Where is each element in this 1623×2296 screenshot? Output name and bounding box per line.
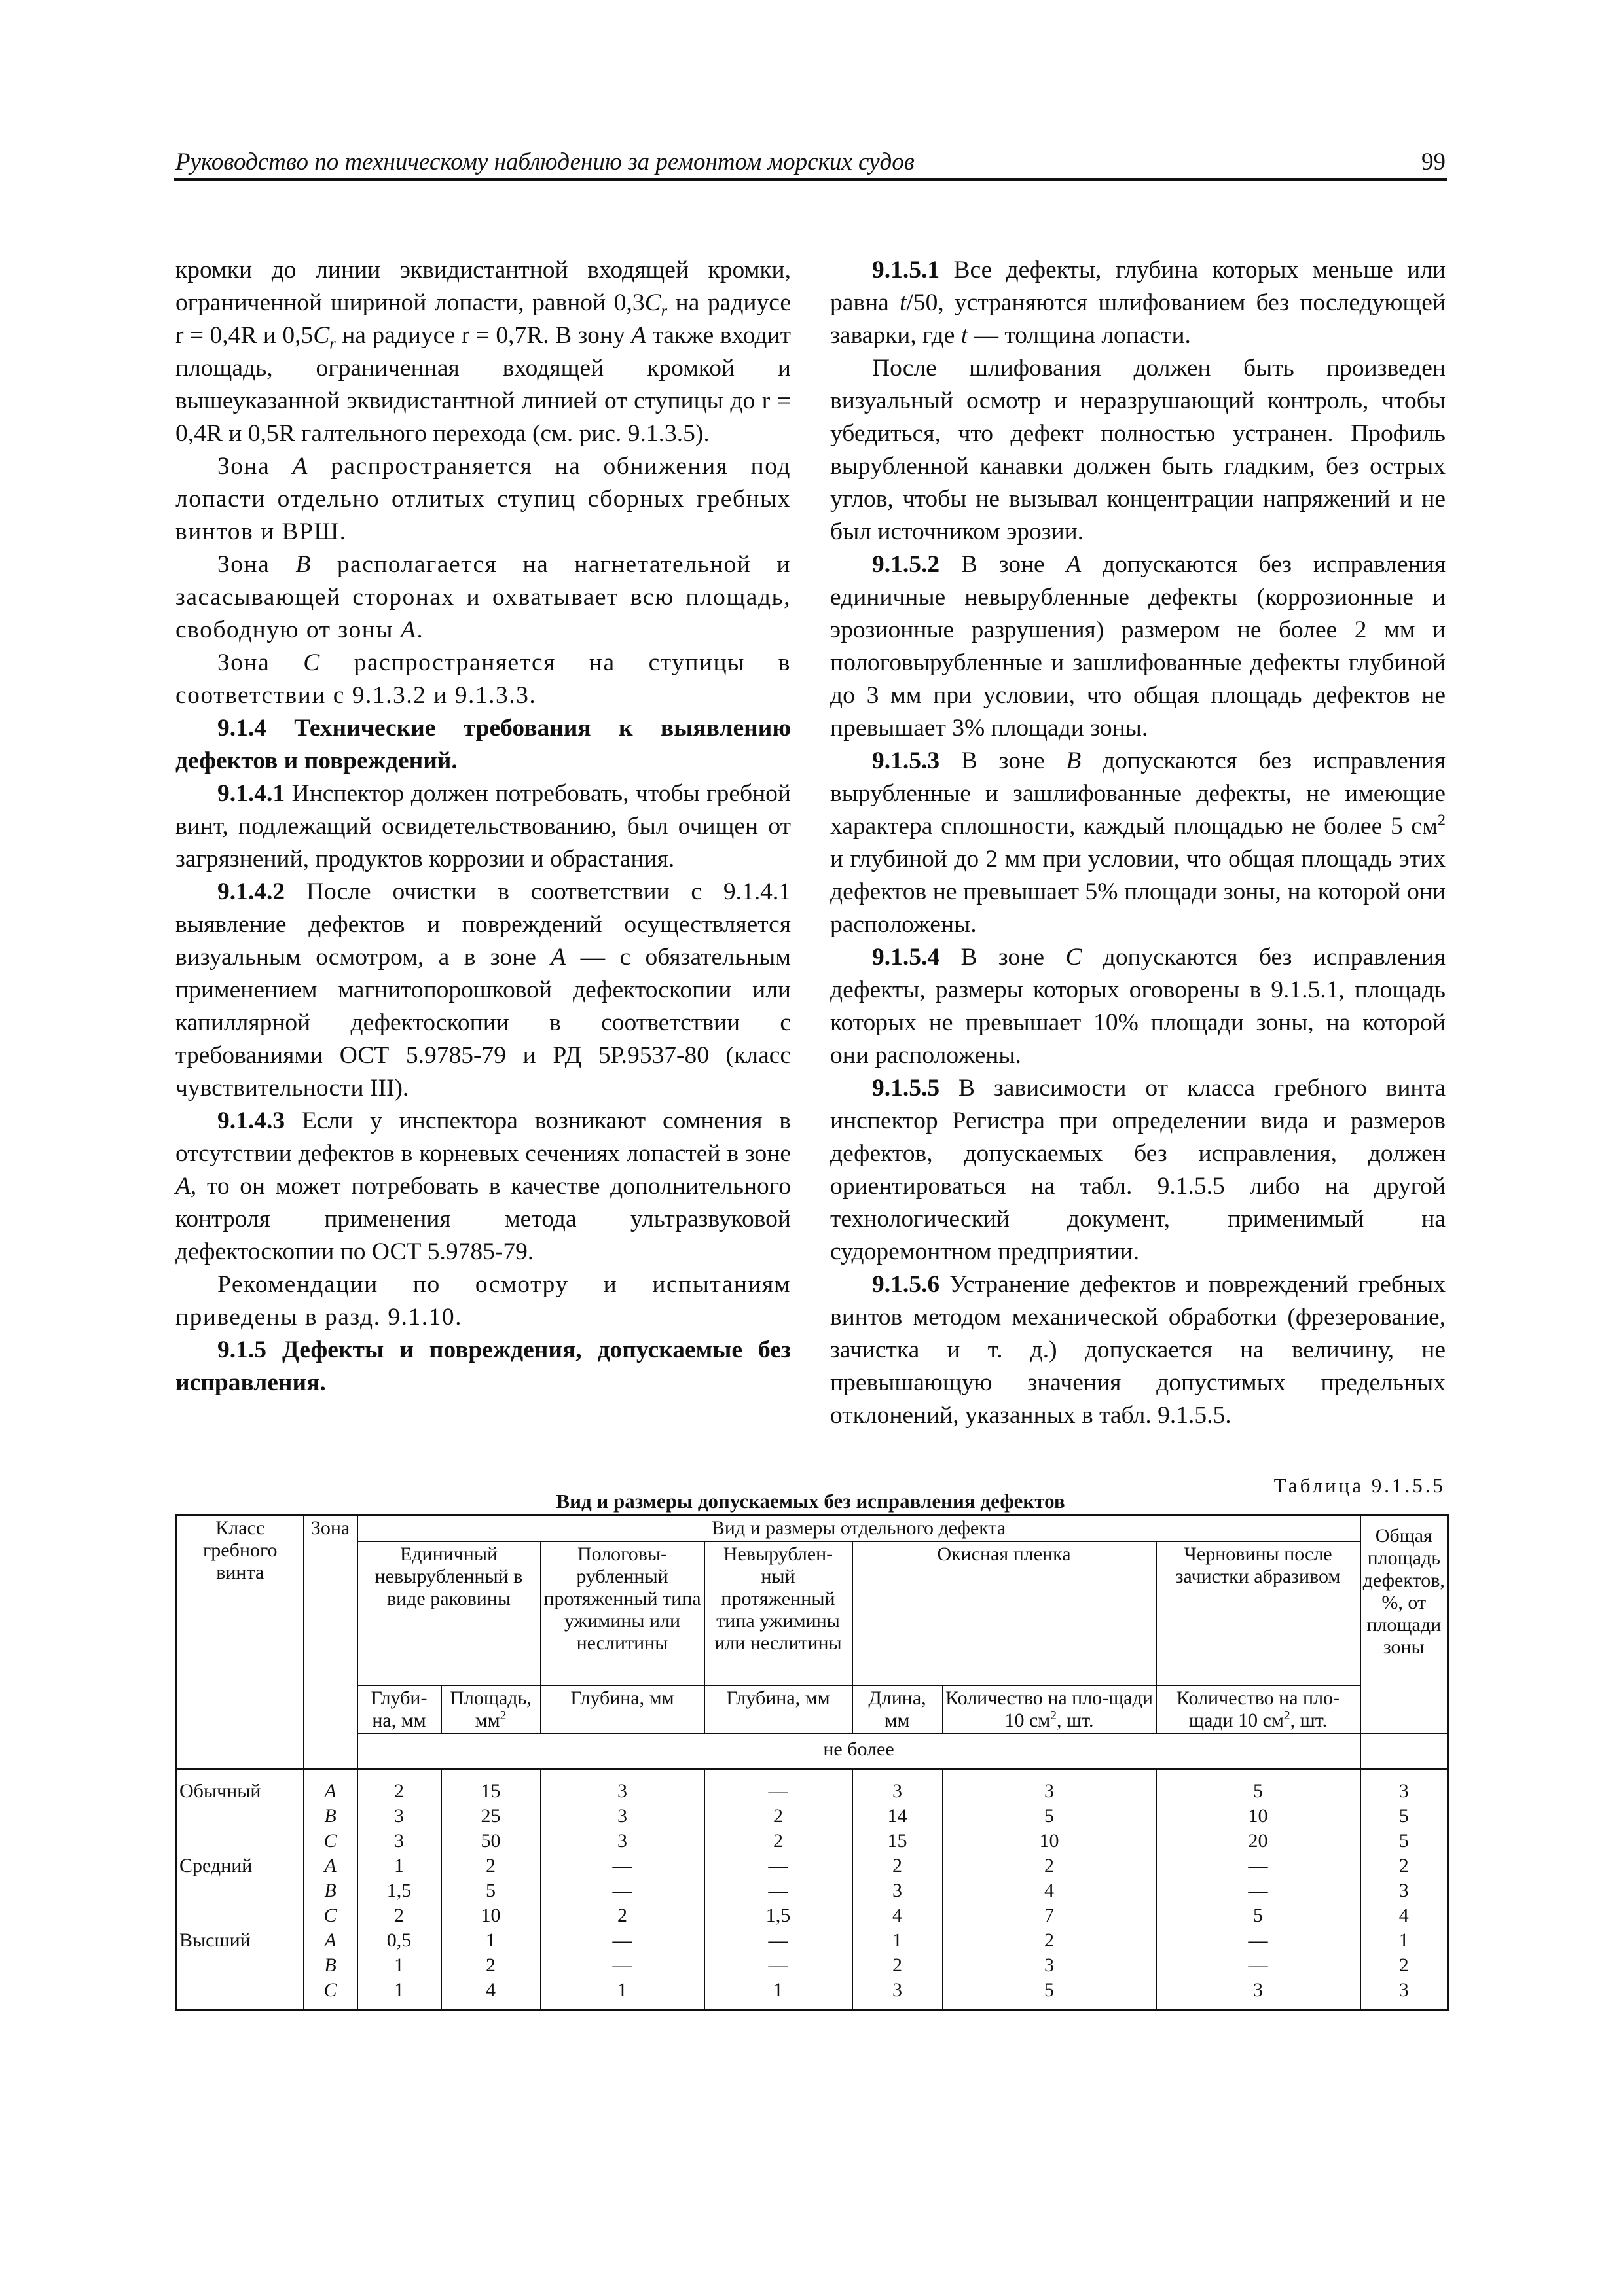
header-shallow-defect: Пологовы-рубленный протяженный типа ужимины или неслитины [541,1541,704,1685]
cell-zone: A [304,1928,357,1953]
defects-table [175,1514,1449,2011]
cell-value: 1 [852,1928,943,1953]
cell-value: 25 [441,1804,541,1829]
paragraph-9-1-5-6: 9.1.5.6 Устранение дефектов и повреждений гребных винтов методом механической обработки (фрезерование, зачистка и т. д.) допускается на величину, не превышающую значения допустимых предельных отклонений, указанных в табл. 9.1.5.5. [830,1271,1446,1429]
cell-class: Обычный [177,1769,304,1804]
cell-value: 3 [357,1829,441,1854]
table-header-row-3 [177,1685,1448,1734]
page-number: 99 [1421,149,1446,175]
table-row [177,1829,1448,1854]
cell-value: — [1156,1854,1360,1878]
cell-value: — [704,1878,852,1903]
table-row [177,1953,1448,1978]
table-header-row-4 [177,1734,1448,1769]
cell-value: 3 [943,1769,1156,1804]
cell-class [177,1978,304,2011]
table-row [177,1878,1448,1903]
subheader-area: Площадь, $мм^2$ [441,1685,541,1734]
header-not-more: не более [357,1734,1360,1769]
subheader-depth-1: Глуби-на, мм [357,1685,441,1734]
subheader-depth-2: Глубина, мм [541,1685,704,1734]
cell-value: 3 [852,1878,943,1903]
cell-value: 3 [1156,1978,1360,2011]
table-row [177,1978,1448,2011]
cell-value: 2 [441,1854,541,1878]
table-body [177,1769,1448,2011]
cell-value: 3 [852,1769,943,1804]
cell-zone: B [304,1953,357,1978]
cell-value: 3 [1360,1978,1448,2011]
cell-value: 5 [1360,1829,1448,1854]
cell-value: 10 [1156,1804,1360,1829]
table-row [177,1903,1448,1928]
table-row [177,1804,1448,1829]
cell-class: Высший [177,1928,304,1953]
cell-value: 5 [441,1878,541,1903]
cell-zone: C [304,1829,357,1854]
cell-value: 3 [1360,1878,1448,1903]
paragraph-9-1-5-3: 9.1.5.3 В зоне B допускаются без исправления вырубленные и зашлифованные дефекты, не имеющие характера сплошности, каждый площадью не более 5 $см^2$ и глубиной до 2 мм при условии, что общая площадь этих дефектов не превышает 5% площади зоны, на которой они расположены. [830,747,1446,938]
cell-value: 5 [1156,1769,1360,1804]
paragraph-after-grinding: После шлифования должен быть произведен визуальный осмотр и неразрушающий контроль, чтобы убедиться, что дефект полностью устранен. Профиль вырубленной канавки должен быть гладким, без острых углов, чтобы не вызывал концентрации напряжений и не был источником эрозии. [830,355,1446,545]
cell-value: — [704,1953,852,1978]
paragraph-9-1-4-3: 9.1.4.3 Если у инспектора возникают сомнения в отсутствии дефектов в корневых сечениях лопастей в зоне A, то он может потребовать в качестве дополнительного контроля применения метода ультразвуковой дефектоскопии по ОСТ 5.9785-79. [175,1107,791,1265]
cell-class [177,1953,304,1978]
cell-value: 2 [541,1903,704,1928]
cell-value: 7 [943,1903,1156,1928]
cell-value: 2 [852,1953,943,1978]
table-row [177,1928,1448,1953]
cell-zone: B [304,1804,357,1829]
cell-value: 4 [1360,1903,1448,1928]
cell-value: 50 [441,1829,541,1854]
cell-value: — [704,1928,852,1953]
cell-value: 3 [541,1804,704,1829]
cell-value: 1,5 [357,1878,441,1903]
cell-value: 20 [1156,1829,1360,1854]
cell-value: — [541,1878,704,1903]
right-column [830,254,1446,1432]
cell-value: 10 [943,1829,1156,1854]
table-header-row-1 [177,1515,1448,1542]
cell-value: 2 [357,1903,441,1928]
cell-value: 5 [943,1978,1156,2011]
cell-value: 4 [441,1978,541,2011]
paragraph-zone-c: Зона C распространяется на ступицы в соответствии с 9.1.3.2 и 9.1.3.3. [175,649,791,709]
paragraph-9-1-4-2: 9.1.4.2 После очистки в соответствии с 9.1.4.1 выявление дефектов и повреждений осуществляется визуальным осмотром, а в зоне A — с обязательным применением магнитопорошковой дефектоскопии или капиллярной дефектоскопии в соответствии с требованиями ОСТ 5.9785-79 и РД 5Р.9537-80 (класс чувствительности III). [175,878,791,1102]
cell-value: 1,5 [704,1903,852,1928]
header-uncut-defect: Невырублен-ный протяженный типа ужимины или неслитины [704,1541,852,1685]
cell-value: 15 [852,1829,943,1854]
cell-value: 5 [1156,1903,1360,1928]
cell-value: 1 [704,1978,852,2011]
cell-value: 10 [441,1903,541,1928]
header-black-spots: Черновины после зачистки абразивом [1156,1541,1360,1685]
cell-value: — [1156,1953,1360,1978]
cell-value: 2 [357,1769,441,1804]
header-total: Общая площадь дефектов, %, от площади зоны [1360,1515,1448,1734]
header-title: Руководство по техническому наблюдению за ремонтом морских судов [175,149,915,175]
paragraph-edge-zone: кромки до линии эквидистантной входящей кромки, ограниченной шириной лопасти, равной $0,3C_r$ на радиусе r = 0,4R и $0,5C_r$ на радиусе r = 0,7R. В зону A также входит площадь, ограниченная входящей кромкой и вышеуказанной эквидистантной линией от ступицы до r = 0,4R и 0,5R галтельного перехода (см. рис. 9.1.3.5). [175,257,791,447]
header-zone: Зона [304,1515,357,1734]
cell-value: 3 [1360,1769,1448,1804]
cell-value: 14 [852,1804,943,1829]
cell-value: 2 [704,1804,852,1829]
paragraph-zone-b: Зона B располагается на нагнетательной и засасывающей сторонах и охватывает всю площадь, свободную от зоны A. [175,551,791,643]
cell-value: 3 [541,1769,704,1804]
cell-value: 2 [943,1928,1156,1953]
table-row [177,1854,1448,1878]
cell-value: 2 [441,1953,541,1978]
cell-value: 4 [852,1903,943,1928]
paragraph-recommendations: Рекомендации по осмотру и испытаниям приведены в разд. 9.1.10. [175,1271,791,1331]
cell-zone: C [304,1903,357,1928]
paragraph-9-1-4-1: 9.1.4.1 Инспектор должен потребовать, чтобы гребной винт, подлежащий освидетельствованию, был очищен от загрязнений, продуктов коррозии и обрастания. [175,780,791,872]
cell-zone: B [304,1878,357,1903]
cell-class [177,1804,304,1829]
cell-value: 3 [541,1829,704,1854]
paragraph-9-1-5-4: 9.1.5.4 В зоне C допускаются без исправления дефекты, размеры которых оговорены в 9.1.5.1, площадь которых не превышает 10% площади зоны, на которой они расположены. [830,944,1446,1069]
cell-value: — [541,1953,704,1978]
cell-value: 15 [441,1769,541,1804]
cell-value: 2 [1360,1854,1448,1878]
cell-class [177,1903,304,1928]
cell-value: 1 [357,1953,441,1978]
subheader-count-black: Количество на пло-щади 10 $см^2$, шт. [1156,1685,1360,1734]
cell-value: 3 [943,1953,1156,1978]
cell-value: 1 [1360,1928,1448,1953]
subheader-length: Длина, мм [852,1685,943,1734]
cell-zone: A [304,1769,357,1804]
header-type: Вид и размеры отдельного дефекта [357,1515,1360,1542]
cell-value: 4 [943,1878,1156,1903]
cell-value: 2 [704,1829,852,1854]
table-header-row-2 [177,1541,1448,1685]
heading-9-1-5: 9.1.5 Дефекты и повреждения, допускаемые без исправления. [175,1336,791,1396]
cell-class: Средний [177,1854,304,1878]
header-class: Класс гребного винта [177,1515,304,1734]
cell-value: 3 [852,1978,943,2011]
cell-value: 1 [541,1978,704,2011]
paragraph-9-1-5-2: 9.1.5.2 В зоне A допускаются без исправления единичные невырубленные дефекты (коррозионные и эрозионные разрушения) размером не более 2 мм и пологовырубленные и зашлифованные дефекты глубиной до 3 мм при условии, что общая площадь дефектов не превышает 3% площади зоны. [830,551,1446,742]
cell-value: 2 [852,1854,943,1878]
heading-9-1-4: 9.1.4 Технические требования к выявлению дефектов и повреждений. [175,715,791,774]
cell-value: 1 [357,1854,441,1878]
paragraph-9-1-5-1: 9.1.5.1 Все дефекты, глубина которых меньше или равна t/50, устраняются шлифованием без последующей заварки, где t — толщина лопасти. [830,257,1446,349]
table-row [177,1769,1448,1804]
cell-value: 2 [1360,1953,1448,1978]
cell-value: 0,5 [357,1928,441,1953]
cell-value: — [541,1928,704,1953]
paragraph-zone-a: Зона A распространяется на обнижения под лопасти отдельно отлитых ступиц сборных гребных винтов и ВРШ. [175,453,791,545]
cell-value: — [704,1769,852,1804]
cell-value: 5 [1360,1804,1448,1829]
cell-value: 5 [943,1804,1156,1829]
header-rule [174,178,1447,181]
cell-zone: A [304,1854,357,1878]
cell-value: — [1156,1928,1360,1953]
table-caption [175,1474,1446,1511]
cell-class [177,1829,304,1854]
table-label: Таблица 9.1.5.5 [1273,1474,1446,1497]
cell-value: — [1156,1878,1360,1903]
subheader-depth-3: Глубина, мм [704,1685,852,1734]
header-oxide-film: Окисная пленка [852,1541,1156,1685]
table-title: Вид и размеры допускаемых без исправления дефектов [556,1490,1065,1513]
cell-value: — [541,1854,704,1878]
left-column [175,254,791,1399]
cell-value: — [704,1854,852,1878]
header-single-defect: Единичный невырубленный в виде раковины [357,1541,541,1685]
paragraph-9-1-5-5: 9.1.5.5 В зависимости от класса гребного винта инспектор Регистра при определении вида и размеров дефектов, допускаемых без исправления, должен ориентироваться на табл. 9.1.5.5 либо на другой технологический документ, применимый на судоремонтном предприятии. [830,1075,1446,1265]
cell-value: 1 [441,1928,541,1953]
cell-value: 3 [357,1804,441,1829]
cell-value: 1 [357,1978,441,2011]
subheader-count-oxide: Количество на пло-щади 10 $см^2$, шт. [943,1685,1156,1734]
cell-class [177,1878,304,1903]
cell-value: 2 [943,1854,1156,1878]
cell-zone: C [304,1978,357,2011]
